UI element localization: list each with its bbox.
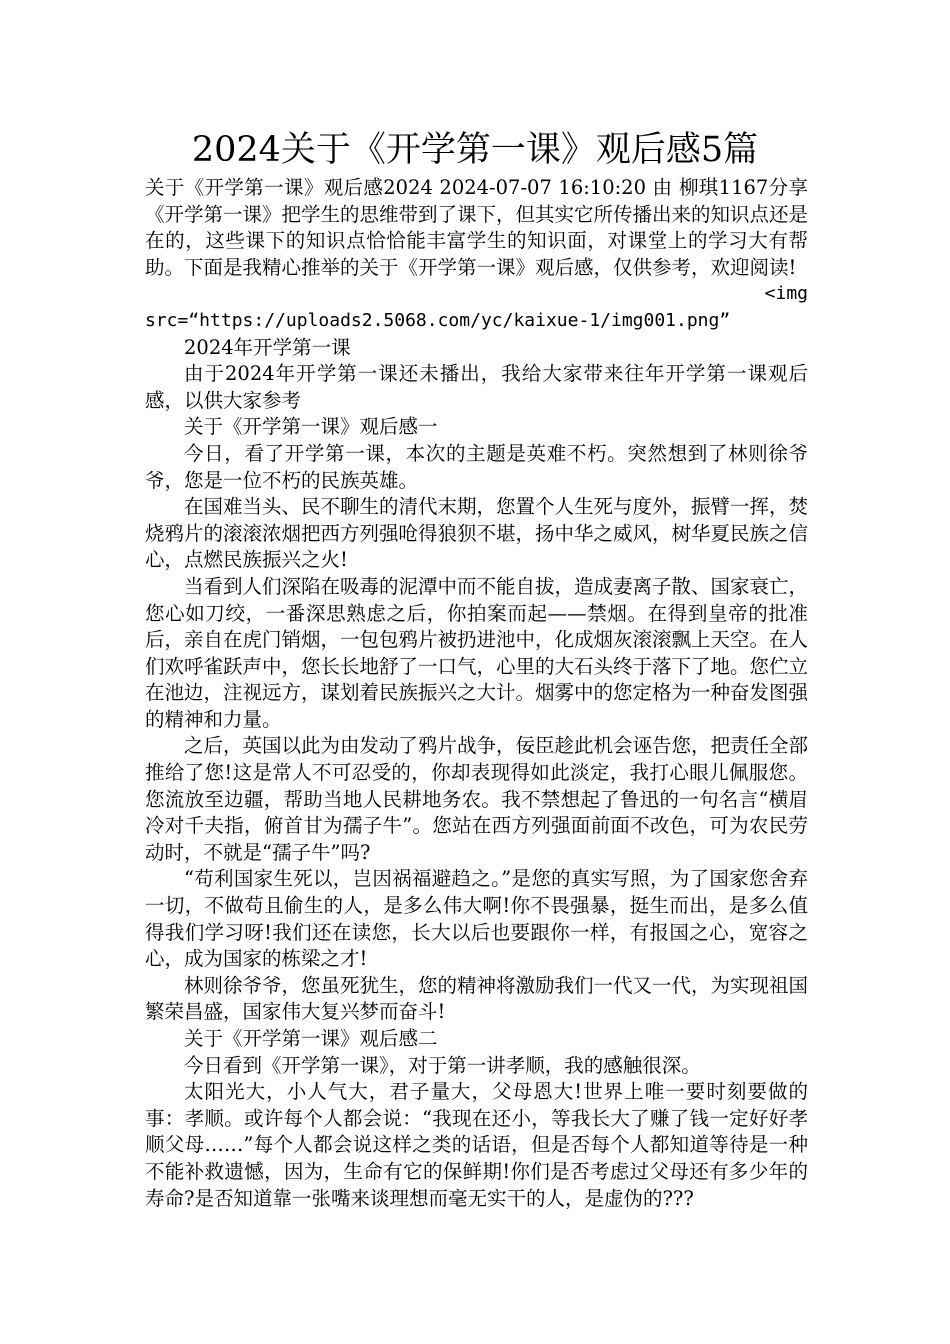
essay1-paragraph: 当看到人们深陷在吸毒的泥潭中而不能自拔，造成妻离子散、国家衰亡，您心如刀绞，一番深思熟虑之后，你拍案而起——禁烟。在得到皇帝的批准后，亲自在虎门销烟，一包包鸦片被扔进池中，化成烟灰滚滚飘上天空。在人们欢呼雀跃声中，您长长地舒了一口气，心里的大石头终于落下了地。您伫立在池边，注视远方，谋划着民族振兴之大计。烟雾中的您定格为一种奋发图强的精神和力量。 [145, 574, 809, 731]
essay1-paragraph: 林则徐爷爷，您虽死犹生，您的精神将激励我们一代又一代，为实现祖国繁荣昌盛，国家伟大复兴梦而奋斗! [145, 973, 809, 1024]
section-heading: 2024年开学第一课 [184, 335, 351, 359]
document-body [145, 175, 808, 1212]
essay1-paragraph: 在国难当头、民不聊生的清代末期，您置个人生死与度外，振臂一挥，焚烧鸦片的滚滚浓烟把西方列强呛得狼狈不堪，扬中华之威风，树华夏民族之信心，点燃民族振兴之火! [145, 495, 809, 572]
essay1-paragraph: 今日，看了开学第一课，本次的主题是英难不朽。突然想到了林则徐爷爷，您是一位不朽的民族英雄。 [145, 441, 808, 492]
notice-paragraph: 由于2024年开学第一课还未播出，我给大家带来往年开学第一课观后感，以供大家参考 [145, 362, 808, 412]
img-src-text: src=“https://uploads2.5068.com/yc/kaixue-1/img001.png” [145, 309, 731, 331]
essay1-paragraph: 之后，英国以此为由发动了鸦片战争，佞臣趁此机会诬告您，把责任全部推给了您!这是常人不可忍受的，你却表现得如此淡定，我打心眼儿佩服您。您流放至边疆，帮助当地人民耕地务农。我不禁想起了鲁迅的一句名言“横眉冷对千夫指，俯首甘为孺子牛”。您站在西方列强面前面不改色，可为农民劳动时，不就是“孺子牛”吗? [145, 734, 809, 864]
intro-paragraph: 关于《开学第一课》观后感2024 2024-07-07 16:10:20 由 柳琪1167分享《开学第一课》把学生的思维带到了课下，但其实它所传播出来的知识点还是在的，这些课下的知识点恰恰能丰富学生的知识面，对课堂上的学习大有帮助。下面是我精心推举的关于《开学第一课》观后感，仅供参考，欢迎阅读! [145, 176, 809, 279]
essay2-heading: 关于《开学第一课》观后感二 [184, 1027, 438, 1050]
essay2-paragraph: 今日看到《开学第一课》，对于第一讲孝顺，我的感触很深。 [184, 1053, 701, 1077]
essay1-heading: 关于《开学第一课》观后感一 [184, 415, 438, 439]
img-tag-open: <img [764, 283, 808, 305]
document-title: 2024关于《开学第一课》观后感5篇 [191, 130, 759, 170]
essay1-paragraph: “苟利国家生死以，岂因祸福避趋之。”是您的真实写照，为了国家您舍弃一切，不做苟且偷生的人，是多么伟大啊!你不畏强暴，挺生而出，是多么值得我们学习呀!我们还在读您，长大以后也要跟你一样，有报国之心，宽容之心，成为国家的栋梁之才! [145, 867, 808, 971]
essay2-paragraph: 太阳光大，小人气大，君子量大，父母恩大!世界上唯一要时刻要做的 事：孝顺。或许每个人都会说：“我现在还小，等我长大了赚了钱一定好好孝顺父母……”每个人都会说这样之类的话语，但是否每个人都知道等待是一种不能补救遗憾，因为，生命有它的保鲜期!你们是否考虑过父母还有多少年的寿命?是否知道靠一张嘴来谈理想而毫无实干的人，是虚伪的??? [145, 1080, 808, 1210]
